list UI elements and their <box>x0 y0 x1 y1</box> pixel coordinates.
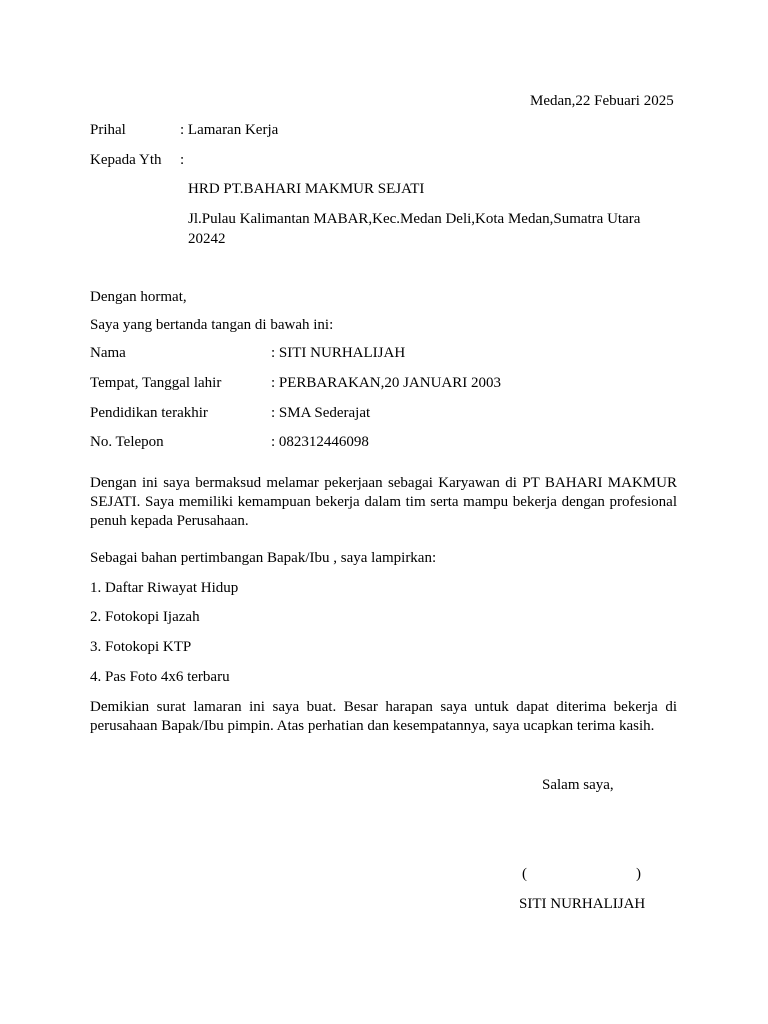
signature-close-paren: ) <box>636 866 641 882</box>
date-line: Medan,22 Febuari 2025 <box>530 93 674 109</box>
identity-value: : SITI NURHALIJAH <box>271 345 406 361</box>
recipient-address-line1: Jl.Pulau Kalimantan MABAR,Kec.Medan Deli,Kota Medan,Sumatra Utara <box>188 211 641 227</box>
list-item: 4. Pas Foto 4x6 terbaru <box>90 669 230 685</box>
intro-line: Saya yang bertanda tangan di bawah ini: <box>90 317 334 333</box>
body-paragraph: Dengan ini saya bermaksud melamar pekerjaan sebagai Karyawan di PT BAHARI MAKMUR SEJATI. Saya memiliki kemampuan bekerja dalam tim serta mampu bekerja dengan profesional penuh kepada Perusahaan. <box>90 475 677 529</box>
identity-value: : SMA Sederajat <box>271 405 371 421</box>
identity-value: : 082312446098 <box>271 434 369 450</box>
signature-salutation: Salam saya, <box>542 777 614 793</box>
identity-label: Tempat, Tanggal lahir <box>90 375 222 391</box>
kepada-label: Kepada Yth <box>90 152 162 168</box>
list-item: 2. Fotokopi Ijazah <box>90 609 200 625</box>
identity-label: No. Telepon <box>90 434 164 450</box>
signature-name: SITI NURHALIJAH <box>519 896 646 912</box>
kepada-colon: : <box>180 152 185 168</box>
identity-label: Pendidikan terakhir <box>90 405 208 421</box>
recipient-address-line2: 20242 <box>188 231 226 247</box>
identity-label: Nama <box>90 345 126 361</box>
prihal-label: Prihal <box>90 122 126 138</box>
list-item: 1. Daftar Riwayat Hidup <box>90 580 239 596</box>
prihal-value: : Lamaran Kerja <box>180 122 279 138</box>
greeting: Dengan hormat, <box>90 289 187 305</box>
list-item: 3. Fotokopi KTP <box>90 639 192 655</box>
identity-value: : PERBARAKAN,20 JANUARI 2003 <box>271 375 502 391</box>
attachments-intro: Sebagai bahan pertimbangan Bapak/Ibu , saya lampirkan: <box>90 550 437 566</box>
signature-open-paren: ( <box>522 866 527 882</box>
closing-paragraph: Demikian surat lamaran ini saya buat. Besar harapan saya untuk dapat diterima bekerja di perusahaan Bapak/Ibu pimpin. Atas perhatian dan kesempatannya, saya ucapkan terima kasih. <box>90 699 677 734</box>
recipient-name: HRD PT.BAHARI MAKMUR SEJATI <box>188 181 425 197</box>
